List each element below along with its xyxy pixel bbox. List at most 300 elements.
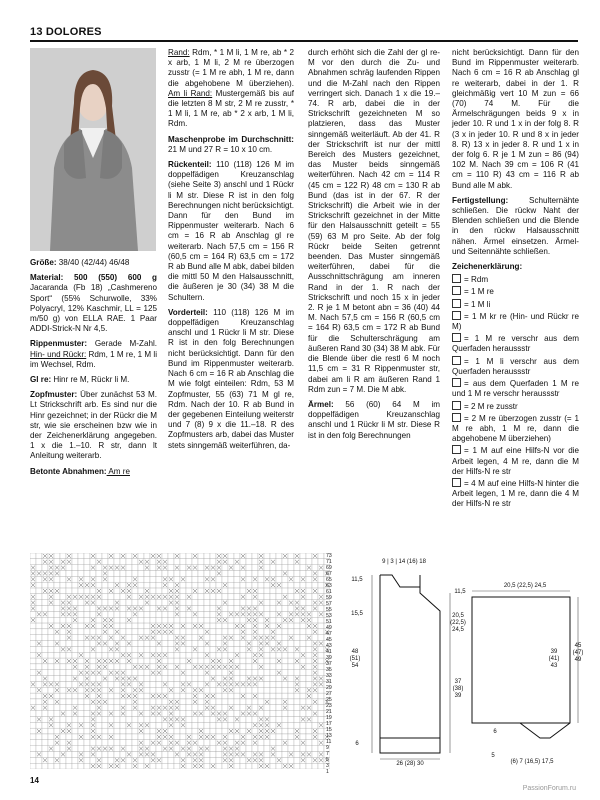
chart-cell: [168, 571, 174, 577]
chart-cell: [192, 576, 198, 582]
chart-cell: [300, 670, 306, 676]
chart-cell: [204, 553, 210, 559]
chart-cell: [84, 611, 90, 617]
chart-cell: [174, 757, 180, 763]
chart-cell: [180, 728, 186, 734]
chart-cell: [270, 553, 276, 559]
rib-pattern-label: Rippenmuster:: [30, 339, 88, 349]
chart-cell: [180, 734, 186, 740]
chart-cell: [54, 553, 60, 559]
legend-symbol-icon: [452, 445, 461, 454]
schem-sleeve-39: 39 (41) 43: [548, 649, 560, 669]
chart-cell: [246, 565, 252, 571]
chart-row-label: 59: [326, 595, 332, 601]
chart-cell: [282, 716, 288, 722]
chart-cell: [60, 676, 66, 682]
chart-cell: [162, 763, 168, 769]
chart-cell: [126, 740, 132, 746]
chart-cell: [114, 594, 120, 600]
chart-cell: [162, 553, 168, 559]
header-rule: [30, 40, 578, 42]
chart-cell: [150, 722, 156, 728]
chart-cell: [66, 699, 72, 705]
chart-cell: [300, 763, 306, 769]
front-text: 110 (118) 126 M im doppelfädigen Kreuzanschlag anschl und 1 Rückr li M str. Diese R ist in den folg Berechnungen nicht berücksichtigt. Dann für den Bund im Rippenmuster weiterarb. Nach 6 cm = 16 R ab Anschlag die M wie folgt einteilen: Rdm, 53 M Zopfmuster, 55 (63) 71 M gl re, Rdm. Nach der 10. R ab Bund in der gegebenen Einteilung weiterstr und 7 (8) 9 x die 11.–18. R des Zopfmusters arb, dabei das Muster stets sinngemäß weiterführen, da-: [168, 307, 294, 450]
legend-symbol-icon: [452, 286, 461, 295]
chart-cell: [180, 658, 186, 664]
chart-cell: [228, 617, 234, 623]
chart-cell: [264, 681, 270, 687]
chart-cell: [48, 711, 54, 717]
chart-cell: [216, 705, 222, 711]
chart-cell: [204, 757, 210, 763]
chart-cell: [240, 687, 246, 693]
chart-cell: [138, 670, 144, 676]
chart-cell: [294, 699, 300, 705]
chart-cell: [222, 629, 228, 635]
chart-cell: [72, 746, 78, 752]
chart-cell: [186, 670, 192, 676]
chart-cell: [282, 635, 288, 641]
chart-cell: [288, 705, 294, 711]
chart-cell: [54, 716, 60, 722]
chart-cell: [78, 635, 84, 641]
chart-cell: [264, 652, 270, 658]
chart-cell: [282, 664, 288, 670]
chart-cell: [288, 716, 294, 722]
schem-left-15-5: 15,5: [351, 611, 363, 617]
chart-cell: [252, 600, 258, 606]
chart-cell: [42, 623, 48, 629]
chart-cell: [234, 641, 240, 647]
chart-cell: [264, 582, 270, 588]
chart-cell: [204, 611, 210, 617]
chart-cell: [72, 740, 78, 746]
chart-cell: [234, 734, 240, 740]
front-label: Vorderteil:: [168, 307, 208, 317]
chart-cell: [318, 652, 324, 658]
chart-cell: [234, 687, 240, 693]
chart-cell: [48, 670, 54, 676]
chart-cell: [126, 559, 132, 565]
chart-cell: [84, 711, 90, 717]
chart-cell: [114, 576, 120, 582]
chart-cell: [300, 687, 306, 693]
chart-cell: [36, 664, 42, 670]
chart-cell: [204, 571, 210, 577]
chart-cell: [264, 594, 270, 600]
chart-cell: [48, 617, 54, 623]
chart-cell: [90, 757, 96, 763]
chart-cell: [222, 722, 228, 728]
chart-cell: [162, 617, 168, 623]
chart-cell: [312, 693, 318, 699]
chart-cell: [72, 600, 78, 606]
chart-cell: [132, 652, 138, 658]
chart-cell: [186, 757, 192, 763]
chart-cell: [264, 588, 270, 594]
chart-cell: [222, 699, 228, 705]
chart-cell: [264, 676, 270, 682]
chart-cell: [144, 716, 150, 722]
chart-cell: [312, 763, 318, 769]
chart-cell: [228, 693, 234, 699]
chart-cell: [204, 594, 210, 600]
chart-cell: [90, 629, 96, 635]
chart-cell: [156, 646, 162, 652]
chart-cell: [114, 652, 120, 658]
chart-cell: [138, 646, 144, 652]
chart-cell: [90, 740, 96, 746]
chart-cell: [288, 664, 294, 670]
chart-cell: [186, 652, 192, 658]
chart-cell: [60, 582, 66, 588]
legend-symbol-icon: [452, 478, 461, 487]
chart-cell: [210, 699, 216, 705]
chart-cell: [210, 611, 216, 617]
chart-cell: [204, 716, 210, 722]
cable-pattern-text: Über zunächst 53 M. Lt Strickschrift arb. Es sind nur die Hinr gezeichnet; in der Rückr die M str, wie sie erscheinen bzw wie in der Zeichenerklärung angegeben. 1 x die 1.–10. R str, dann lt Anleitung weiterarb.: [30, 390, 157, 461]
chart-cell: [282, 606, 288, 612]
chart-cell: [210, 571, 216, 577]
chart-row-label: 55: [326, 607, 332, 613]
chart-cell: [96, 676, 102, 682]
chart-cell: [198, 588, 204, 594]
chart-cell: [126, 728, 132, 734]
chart-cell: [144, 711, 150, 717]
chart-cell: [30, 629, 36, 635]
chart-cell: [138, 600, 144, 606]
chart-cell: [270, 716, 276, 722]
chart-cell: [138, 553, 144, 559]
chart-cell: [54, 623, 60, 629]
chart-cell: [42, 641, 48, 647]
chart-cell: [288, 565, 294, 571]
chart-cell: [312, 716, 318, 722]
chart-cell: [36, 722, 42, 728]
chart-cell: [276, 606, 282, 612]
chart-cell: [114, 571, 120, 577]
chart-cell: [72, 652, 78, 658]
chart-cell: [96, 751, 102, 757]
chart-cell: [294, 594, 300, 600]
chart-cell: [288, 746, 294, 752]
legend-item: [452, 274, 579, 285]
chart-cell: [234, 635, 240, 641]
chart-cell: [186, 716, 192, 722]
chart-cell: [192, 571, 198, 577]
chart-cell: [264, 553, 270, 559]
chart-cell: [306, 559, 312, 565]
chart-cell: [204, 617, 210, 623]
chart-cell: [144, 617, 150, 623]
chart-cell: [282, 687, 288, 693]
chart-cell: [186, 582, 192, 588]
chart-cell: [276, 635, 282, 641]
chart-cell: [96, 571, 102, 577]
chart-cell: [204, 646, 210, 652]
chart-cell: [138, 716, 144, 722]
chart-cell: [156, 582, 162, 588]
chart-cell: [300, 693, 306, 699]
chart-cell: [168, 611, 174, 617]
chart-cell: [102, 611, 108, 617]
chart-cell: [300, 746, 306, 752]
chart-cell: [312, 722, 318, 728]
chart-cell: [42, 606, 48, 612]
chart-cell: [270, 658, 276, 664]
chart-cell: [126, 746, 132, 752]
chart-cell: [54, 722, 60, 728]
chart-cell: [90, 705, 96, 711]
chart-cell: [186, 600, 192, 606]
chart-cell: [114, 728, 120, 734]
chart-cell: [288, 623, 294, 629]
chart-cell: [312, 582, 318, 588]
chart-cell: [102, 687, 108, 693]
chart-cell: [264, 693, 270, 699]
chart-cell: [312, 635, 318, 641]
chart-cell: [204, 582, 210, 588]
chart-cell: [66, 582, 72, 588]
chart-cell: [240, 699, 246, 705]
chart-cell: [120, 641, 126, 647]
page-number: 14: [30, 776, 39, 785]
front-continued-text: durch erhöht sich die Zahl der gl re-M vor den durch die Zu- und Abnahmen schräg laufenden Rippen und die M-Zahl nach den Rippen verringert sich. Danach 1 x die 19.–74. R arb, dabei die in der Strickschrift gezeichneten M so platzieren, dass das Muster sinngemäß weiterläuft. Ab der 41. R der Strickschrift ist nur der mittl Bereich des Musters gezeichnet, das Muster beids sinngemäß weiterführen. Nach 42 cm = 114 R (45 cm = 122 R) 48 cm = 130 R ab Bund (das ist in der 67. R der Strickschrift) die Arbeit wie in der Strickschrift gezeichnet in der Mitte für den Halsausschnitt geteilt = 55 (59) 63 M pro Seite. Ab der folg Rückr beide Seiten getrennt beenden. Das Muster sinngemäß weiterführen, dabei für die Ausschnittschrägung am inneren Rand in der 1. R nach der Strickschrift und noch 15 x in jeder 2. R je 1 M betont abn = 36 (40) 44 M. Nach 57,5 cm = 156 R (60,5 cm = 164 R) 63,5 cm = 172 R ab Bund für die Schulterschrägung am äußeren Rand 30 (34) 38 M abk. Für die Blende über die restl 6 M noch 11,5 cm = 31 R Rippenmuster str, dabei am li R am äußeren Rand 1 Rdm zun = 7 M. Die M abk.: [308, 48, 440, 394]
chart-cell: [318, 635, 324, 641]
chart-cell: [198, 658, 204, 664]
chart-cell: [258, 740, 264, 746]
chart-cell: [36, 681, 42, 687]
chart-cell: [282, 559, 288, 565]
chart-cell: [252, 763, 258, 769]
chart-cell: [66, 652, 72, 658]
chart-cell: [144, 606, 150, 612]
chart-cell: [174, 722, 180, 728]
chart-cell: [132, 588, 138, 594]
chart-cell: [276, 576, 282, 582]
chart-cell: [54, 728, 60, 734]
chart-cell: [180, 699, 186, 705]
size-text: 38/40 (42/44) 46/48: [56, 258, 130, 267]
chart-cell: [174, 652, 180, 658]
chart-row-label: 17: [326, 721, 332, 727]
chart-cell: [54, 582, 60, 588]
chart-cell: [192, 746, 198, 752]
chart-cell: [300, 711, 306, 717]
chart-cell: [66, 588, 72, 594]
chart-cell: [168, 763, 174, 769]
chart-cell: [174, 681, 180, 687]
chart-cell: [234, 646, 240, 652]
chart-cell: [36, 763, 42, 769]
stitch-chart: [30, 553, 330, 769]
chart-cell: [84, 588, 90, 594]
chart-cell: [54, 664, 60, 670]
chart-cell: [78, 658, 84, 664]
chart-cell: [204, 711, 210, 717]
chart-cell: [288, 652, 294, 658]
chart-cell: [78, 629, 84, 635]
chart-cell: [42, 652, 48, 658]
chart-cell: [264, 670, 270, 676]
chart-cell: [54, 711, 60, 717]
chart-cell: [168, 559, 174, 565]
chart-cell: [180, 571, 186, 577]
chart-cell: [90, 611, 96, 617]
chart-cell: [54, 600, 60, 606]
chart-cell: [174, 658, 180, 664]
chart-cell: [270, 571, 276, 577]
chart-cell: [246, 553, 252, 559]
chart-cell: [234, 763, 240, 769]
chart-cell: [48, 664, 54, 670]
chart-cell: [192, 641, 198, 647]
model-photo: [30, 48, 156, 251]
chart-cell: [42, 565, 48, 571]
chart-cell: [216, 746, 222, 752]
chart-cell: [234, 582, 240, 588]
chart-cell: [90, 652, 96, 658]
chart-cell: [84, 728, 90, 734]
chart-cell: [48, 699, 54, 705]
chart-cell: [234, 594, 240, 600]
chart-cell: [204, 559, 210, 565]
chart-cell: [246, 693, 252, 699]
chart-cell: [120, 600, 126, 606]
chart-cell: [108, 705, 114, 711]
chart-cell: [252, 687, 258, 693]
chart-cell: [228, 582, 234, 588]
chart-cell: [258, 670, 264, 676]
chart-cell: [216, 676, 222, 682]
chart-cell: [72, 635, 78, 641]
chart-cell: [156, 617, 162, 623]
legend-text: = 1 M li: [464, 299, 491, 309]
chart-row-label: 67: [326, 571, 332, 577]
chart-cell: [306, 664, 312, 670]
chart-cell: [282, 576, 288, 582]
chart-cell: [270, 681, 276, 687]
chart-cell: [174, 559, 180, 565]
chart-cell: [252, 571, 258, 577]
chart-cell: [162, 571, 168, 577]
chart-cell: [300, 699, 306, 705]
chart-cell: [54, 576, 60, 582]
chart-cell: [270, 687, 276, 693]
chart-cell: [318, 576, 324, 582]
chart-cell: [138, 571, 144, 577]
chart-cell: [84, 716, 90, 722]
chart-cell: [36, 746, 42, 752]
legend-symbol-icon: [452, 356, 461, 365]
chart-cell: [294, 576, 300, 582]
chart-cell: [204, 600, 210, 606]
chart-cell: [240, 757, 246, 763]
chart-cell: [42, 600, 48, 606]
chart-cell: [246, 582, 252, 588]
chart-cell: [306, 641, 312, 647]
chart-cell: [240, 617, 246, 623]
chart-cell: [276, 699, 282, 705]
chart-cell: [30, 553, 36, 559]
chart-cell: [132, 600, 138, 606]
chart-cell: [36, 705, 42, 711]
chart-cell: [228, 699, 234, 705]
chart-cell: [300, 676, 306, 682]
chart-cell: [306, 588, 312, 594]
chart-cell: [36, 553, 42, 559]
chart-cell: [252, 664, 258, 670]
chart-cell: [84, 565, 90, 571]
chart-cell: [198, 676, 204, 682]
chart-cell: [276, 740, 282, 746]
chart-cell: [36, 646, 42, 652]
chart-cell: [36, 600, 42, 606]
chart-cell: [300, 553, 306, 559]
chart-cell: [90, 664, 96, 670]
chart-cell: [48, 582, 54, 588]
chart-cell: [42, 728, 48, 734]
chart-cell: [210, 687, 216, 693]
chart-cell: [168, 728, 174, 734]
chart-cell: [246, 559, 252, 565]
chart-cell: [144, 629, 150, 635]
chart-cell: [102, 635, 108, 641]
chart-cell: [216, 728, 222, 734]
chart-cell: [60, 635, 66, 641]
chart-cell: [192, 670, 198, 676]
chart-cell: [72, 641, 78, 647]
chart-cell: [60, 734, 66, 740]
chart-cell: [210, 641, 216, 647]
chart-cell: [258, 693, 264, 699]
legend-text: = 1 M re verschr aus dem Querfaden heraussstr: [452, 334, 579, 354]
chart-cell: [102, 763, 108, 769]
legend-item: [452, 311, 579, 332]
chart-cell: [120, 594, 126, 600]
chart-cell: [48, 676, 54, 682]
chart-cell: [276, 734, 282, 740]
legend-item: [452, 299, 579, 310]
chart-cell: [318, 664, 324, 670]
chart-row-label: 61: [326, 589, 332, 595]
chart-cell: [258, 746, 264, 752]
chart-cell: [186, 641, 192, 647]
chart-cell: [276, 716, 282, 722]
chart-cell: [54, 594, 60, 600]
chart-cell: [264, 664, 270, 670]
chart-cell: [156, 681, 162, 687]
gauge-label: Maschenprobe im Durchschnitt:: [168, 134, 294, 144]
chart-cell: [48, 740, 54, 746]
chart-cell: [234, 571, 240, 577]
chart-cell: [162, 687, 168, 693]
chart-cell: [126, 699, 132, 705]
chart-cell: [240, 652, 246, 658]
legend-item: [452, 478, 579, 510]
rib-pattern-rows: Hin- und Rückr:: [30, 349, 87, 359]
chart-cell: [282, 751, 288, 757]
chart-cell: [84, 571, 90, 577]
chart-cell: [282, 611, 288, 617]
chart-cell: [288, 676, 294, 682]
chart-cell: [132, 559, 138, 565]
legend-item: [452, 356, 579, 377]
chart-cell: [54, 606, 60, 612]
chart-cell: [210, 740, 216, 746]
chart-cell: [174, 576, 180, 582]
